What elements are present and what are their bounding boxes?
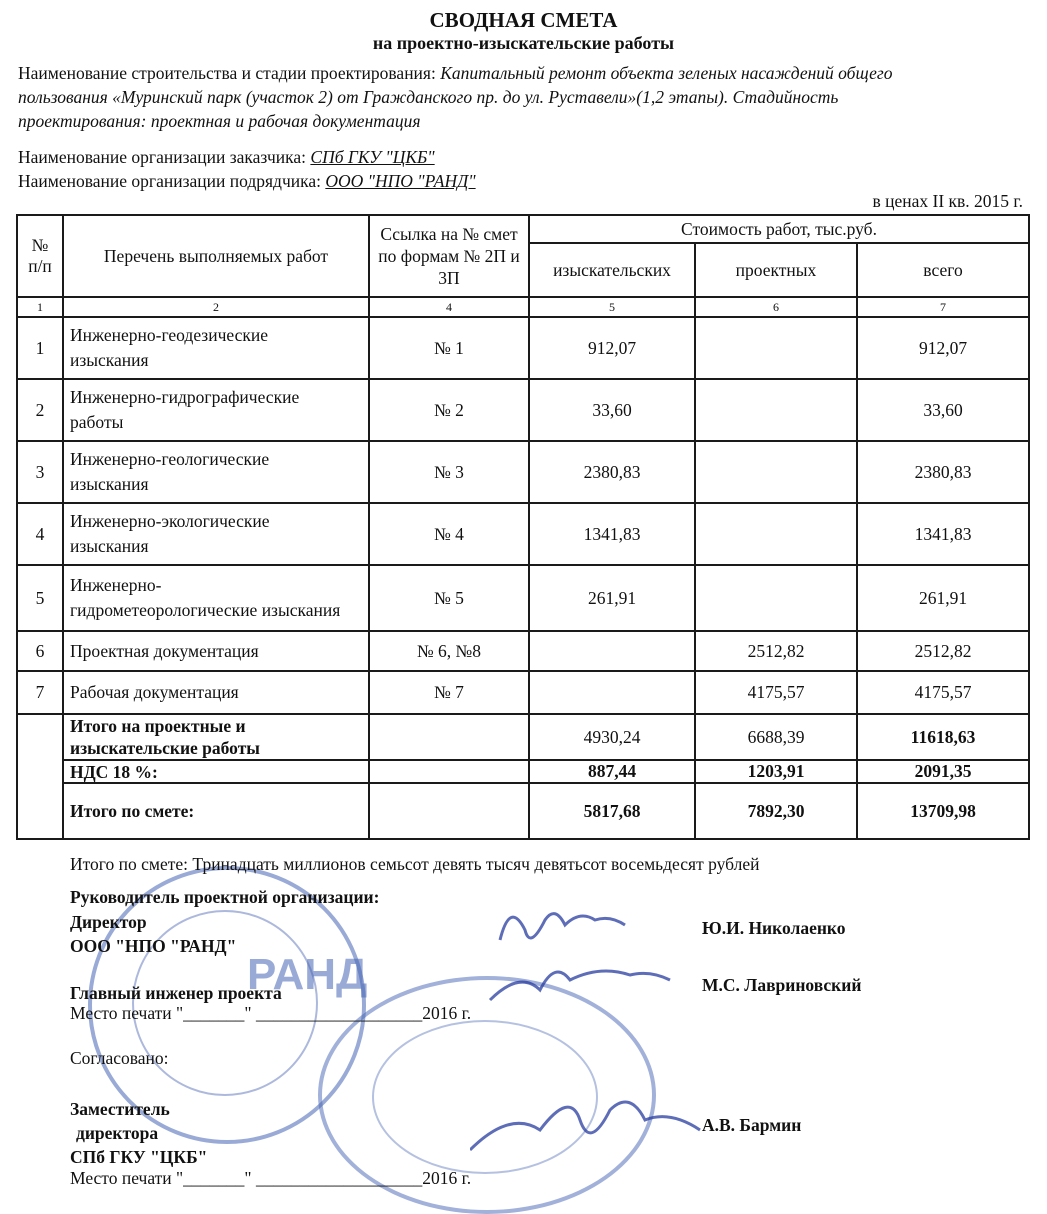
row-work [63,317,369,379]
grand-total-label: Итого по смете: [63,783,369,839]
row-work-line: изыскания [70,350,149,370]
construction-line-2: пользования «Муринский парк (участок 2) от Гражданского пр. до ул. Руставели»(1,2 этапы). Стадийность [18,87,839,107]
subtotal-ref [369,714,529,760]
col-number: 4 [369,297,529,317]
col-number: 7 [857,297,1029,317]
grand-total-total: 13709,98 [857,783,1029,839]
subtotal-total: 11618,63 [857,714,1029,760]
row-design: 4175,57 [695,671,857,714]
row-work-line: Инженерно-геологические [70,449,270,469]
chief-engineer-name: М.С. Лавриновский [702,975,862,995]
row-survey: 1341,83 [529,503,695,565]
row-ref: № 5 [369,565,529,631]
contractor-line [18,169,476,193]
subtotal-label-line: Итого на проектные и [70,716,246,736]
row-ref: № 3 [369,441,529,503]
row-work-line: гидрометеорологические изыскания [70,600,341,620]
row-work-line: изыскания [70,474,149,494]
table-row [17,671,1029,714]
deputy-title-2: директора [76,1123,159,1143]
deputy-name: А.В. Бармин [702,1115,802,1135]
col-number: 1 [17,297,63,317]
contractor-label: Наименование организации подрядчика: [18,171,321,191]
subtotal-row [17,714,1029,760]
col-number: 6 [695,297,857,317]
row-work: Проектная документация [63,631,369,671]
row-ref: № 7 [369,671,529,714]
header-ref: Ссылка на № смет по формам № 2П и 3П [369,215,529,297]
row-design [695,317,857,379]
estimate-table [16,214,1030,840]
row-work [63,379,369,441]
grand-total-row [17,783,1029,839]
header-cost: Стоимость работ, тыс.руб. [529,215,1029,243]
vat-label: НДС 18 %: [63,760,369,783]
org-ckb: СПб ГКУ "ЦКБ" [70,1147,208,1167]
row-work [63,565,369,631]
table-row [17,503,1029,565]
contractor-value: ООО "НПО "РАНД" [325,171,476,191]
head-label: Руководитель проектной организации: [70,887,380,907]
row-num: 5 [17,565,63,631]
row-work-line: работы [70,412,124,432]
row-num: 6 [17,631,63,671]
grand-total-survey: 5817,68 [529,783,695,839]
summary-empty-cell [17,714,63,839]
row-total: 912,07 [857,317,1029,379]
header-num: № п/п [17,215,63,297]
row-survey: 2380,83 [529,441,695,503]
signatures-icon [470,880,730,1180]
customer-value: СПб ГКУ "ЦКБ" [310,147,435,167]
vat-ref [369,760,529,783]
row-ref: № 2 [369,379,529,441]
vat-total: 2091,35 [857,760,1029,783]
row-total: 33,60 [857,379,1029,441]
row-design [695,441,857,503]
col-number: 5 [529,297,695,317]
column-number-row [17,297,1029,317]
row-work-line: Инженерно-геодезические [70,325,268,345]
agreed-label: Согласовано: [70,1048,169,1068]
row-survey [529,671,695,714]
vat-survey: 887,44 [529,760,695,783]
row-total: 4175,57 [857,671,1029,714]
vat-row [17,760,1029,783]
row-total: 2512,82 [857,631,1029,671]
row-survey [529,631,695,671]
director-title: Директор [70,912,147,932]
construction-line-1 [18,61,892,85]
director-name: Ю.И. Николаенко [702,918,846,938]
header-total: всего [857,243,1029,297]
row-survey: 33,60 [529,379,695,441]
row-num: 4 [17,503,63,565]
row-num: 7 [17,671,63,714]
row-work: Рабочая документация [63,671,369,714]
row-design [695,379,857,441]
table-row [17,317,1029,379]
place-print-2: Место печати "_______" ___________________2016 г. [70,1168,472,1188]
table-row [17,379,1029,441]
row-total: 2380,83 [857,441,1029,503]
price-basis: в ценах II кв. 2015 г. [872,191,1023,211]
row-work [63,441,369,503]
row-ref: № 1 [369,317,529,379]
row-work [63,503,369,565]
row-total: 1341,83 [857,503,1029,565]
header-survey: изыскательских [529,243,695,297]
subtotal-label-line: изыскательские работы [70,738,260,758]
row-total: 261,91 [857,565,1029,631]
deputy-title-1: Заместитель [70,1099,170,1119]
construction-value: Капитальный ремонт объекта зеленых насаждений общего [440,63,893,83]
table-row [17,631,1029,671]
construction-line-3: проектирования: проектная и рабочая документация [18,111,421,131]
header-design: проектных [695,243,857,297]
row-design: 2512,82 [695,631,857,671]
row-work-line: изыскания [70,536,149,556]
table-row [17,441,1029,503]
customer-line [18,145,435,169]
document-title: СВОДНАЯ СМЕТА [429,8,618,32]
construction-label: Наименование строительства и стадии проектирования: [18,63,436,83]
subtotal-design: 6688,39 [695,714,857,760]
subtotal-survey: 4930,24 [529,714,695,760]
vat-design: 1203,91 [695,760,857,783]
row-survey: 912,07 [529,317,695,379]
row-work-line: Инженерно-гидрографические [70,387,300,407]
row-num: 3 [17,441,63,503]
org-rand: ООО "НПО "РАНД" [70,936,237,956]
place-print-1: Место печати "_______" ___________________2016 г. [70,1003,472,1023]
header-works: Перечень выполняемых работ [63,215,369,297]
document-subtitle: на проектно-изыскательские работы [372,33,675,53]
row-survey: 261,91 [529,565,695,631]
customer-label: Наименование организации заказчика: [18,147,307,167]
table-row [17,565,1029,631]
row-ref: № 4 [369,503,529,565]
row-design [695,565,857,631]
row-work-line: Инженерно- [70,575,162,595]
row-num: 1 [17,317,63,379]
subtotal-label [63,714,369,760]
row-design [695,503,857,565]
grand-total-design: 7892,30 [695,783,857,839]
row-ref: № 6, №8 [369,631,529,671]
chief-engineer-title: Главный инженер проекта [70,983,282,1003]
rand-stamp-word: РАНД [247,950,368,999]
row-num: 2 [17,379,63,441]
grand-total-ref [369,783,529,839]
row-work-line: Инженерно-экологические [70,511,270,531]
col-number: 2 [63,297,369,317]
total-in-words: Итого по смете: Тринадцать миллионов семьсот девять тысяч девятьсот восемьдесят рублей [70,854,760,874]
